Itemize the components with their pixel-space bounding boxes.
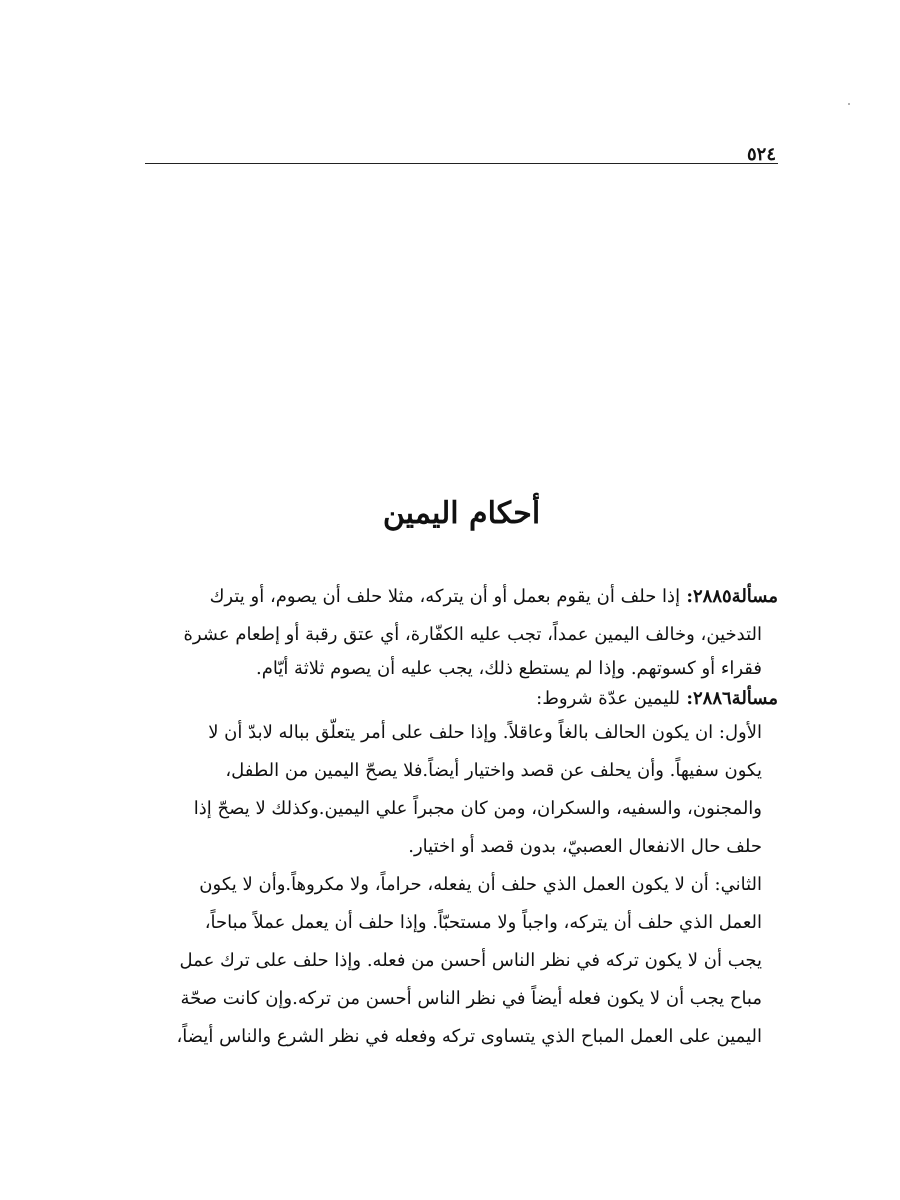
line-text: التدخين، وخالف اليمين عمداً، تجب عليه الكفّارة، أي عتق رقبة أو إطعام عشرة [183,624,762,645]
line-text: حلف حال الانفعال العصبيّ، بدون قصد أو اختيار. [408,836,762,857]
issue-number-label: مسألة٢٨٨٥: [680,586,778,607]
text-line [136,980,778,1018]
section-title: أحكام اليمين [382,496,541,531]
line-text: فقراء أو كسوتهم. وإذا لم يستطع ذلك، يجب عليه أن يصوم ثلاثة أيّام. [255,658,762,679]
line-text: العمل الذي حلف أن يتركه، واجباً ولا مستحبّاً. وإذا حلف أن يعمل عملاً مباحاً، [204,912,762,933]
text-line [136,942,778,980]
text-line [136,752,778,790]
line-text: مباح يجب أن لا يكون فعله أيضاً في نظر الناس أحسن من تركه.وإن كانت صحّة [180,988,762,1009]
scan-speck [848,103,850,105]
line-text: يجب أن لا يكون تركه في نظر الناس أحسن من فعله. وإذا حلف على ترك عمل [179,950,762,971]
text-line [136,866,778,904]
text-line [136,616,778,654]
line-text: إذا حلف أن يقوم بعمل أو أن يتركه، مثلا حلف أن يصوم، أو يترك [209,586,681,607]
line-text: الأول: ان يكون الحالف بالغاً وعاقلاً. وإذا حلف على أمر يتعلّق بباله لابدّ أن لا [208,722,762,743]
text-line [136,714,778,752]
text-line [136,1018,778,1056]
page-number: ٥٢٤ [746,144,776,165]
text-line [136,684,778,714]
line-text: يكون سفيهاً. وأن يحلف عن قصد واختيار أيضاً.فلا يصحّ اليمين من الطفل، [225,760,762,781]
header-rule [145,163,778,164]
line-text: الثاني: أن لا يكون العمل الذي حلف أن يفعله، حراماً، ولا مكروهاً.وأن لا يكون [199,874,762,895]
text-line [136,578,778,616]
line-text: والمجنون، والسفيه، والسكران، ومن كان مجبراً علي اليمين.وكذلك لا يصحّ إذا [193,798,762,819]
text-line [136,790,778,828]
line-text: اليمين على العمل المباح الذي يتساوى تركه وفعله في نظر الشرع والناس أيضاً، [176,1026,762,1047]
text-line [136,828,778,866]
text-line [136,904,778,942]
issue-number-label: مسألة٢٨٨٦: [680,688,778,709]
body-text [136,578,778,1056]
text-line [136,654,778,684]
line-text: لليمين عدّة شروط: [536,688,681,709]
